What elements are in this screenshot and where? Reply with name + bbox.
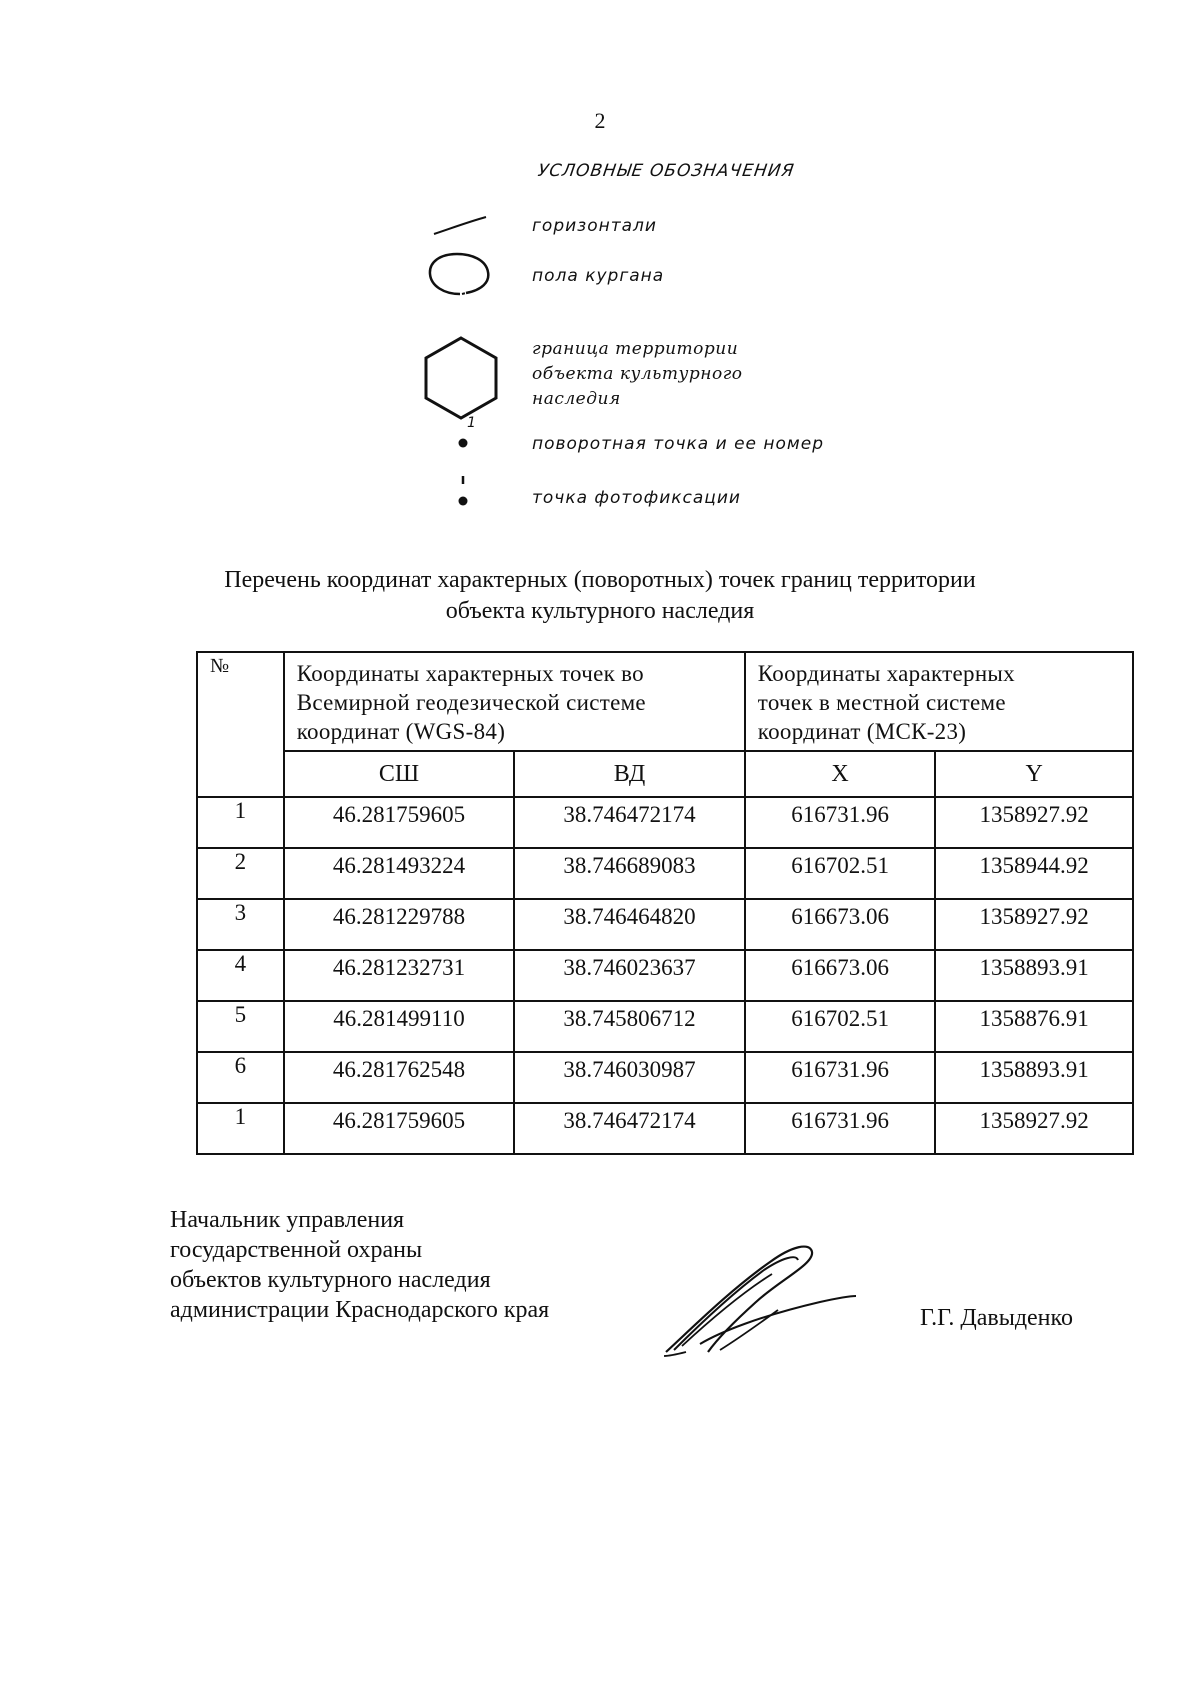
signer-title-line-4: администрации Краснодарского края	[170, 1297, 550, 1323]
table-row	[197, 1103, 1133, 1154]
wgs84-header-line-1: Координаты характерных точек во	[296, 661, 644, 686]
cell-number-text: 1	[234, 1104, 247, 1129]
ellipse-icon	[426, 250, 492, 298]
cell-number	[197, 848, 284, 899]
cell-number-text: 3	[234, 900, 247, 925]
table-row	[197, 848, 1133, 899]
cell-y: 1358944.92	[935, 848, 1133, 899]
table-heading-line-1: Перечень координат характерных (поворотных) точек границ территории	[224, 567, 976, 593]
legend-label-boundary	[532, 337, 743, 412]
page-number: 2	[594, 108, 606, 133]
cell-x: 616731.96	[745, 797, 936, 848]
table-row	[197, 1001, 1133, 1052]
cell-number-text: 6	[234, 1053, 247, 1078]
cell-number	[197, 899, 284, 950]
cell-x: 616702.51	[745, 848, 936, 899]
cell-lat: 46.281232731	[284, 950, 515, 1001]
photo-point-icon	[455, 474, 471, 510]
cell-number	[197, 950, 284, 1001]
column-header-x: X	[745, 751, 936, 797]
msk23-header-line-1: Координаты характерных	[757, 661, 1015, 686]
cell-lon: 38.746030987	[514, 1052, 745, 1103]
legend-boundary-line-3: наследия	[532, 389, 621, 409]
column-header-y: Y	[935, 751, 1133, 797]
wgs84-header-line-2: Всемирной геодезической системе	[296, 690, 646, 715]
cell-number	[197, 1103, 284, 1154]
handwritten-signature	[660, 1240, 860, 1360]
cell-lat: 46.281229788	[284, 899, 515, 950]
column-header-number: №	[197, 652, 284, 797]
legend-label-photo-point: точка фотофиксации	[532, 488, 741, 508]
table-row	[197, 797, 1133, 848]
turning-point-number: 1	[467, 415, 476, 431]
legend-label-contours: горизонтали	[532, 216, 657, 236]
cell-lat: 46.281759605	[284, 1103, 515, 1154]
cell-lon: 38.745806712	[514, 1001, 745, 1052]
legend-title: УСЛОВНЫЕ ОБОЗНАЧЕНИЯ	[536, 161, 796, 181]
table-header-row	[197, 652, 1133, 751]
table-row	[197, 1052, 1133, 1103]
table-subheader-row	[197, 751, 1133, 797]
cell-x: 616673.06	[745, 950, 936, 1001]
cell-y: 1358893.91	[935, 1052, 1133, 1103]
cell-number-text: 4	[234, 951, 247, 976]
cell-lon: 38.746023637	[514, 950, 745, 1001]
cell-number	[197, 1001, 284, 1052]
msk23-header-line-3: координат (МСК-23)	[757, 719, 967, 744]
table-row	[197, 950, 1133, 1001]
cell-lat: 46.281759605	[284, 797, 515, 848]
signer-title	[170, 1205, 549, 1325]
cell-x: 616702.51	[745, 1001, 936, 1052]
cell-number-text: 1	[234, 798, 247, 823]
turning-point-icon	[455, 435, 471, 451]
legend-label-turning-point: поворотная точка и ее номер	[532, 434, 824, 454]
hexagon-icon	[422, 334, 500, 422]
cell-y: 1358876.91	[935, 1001, 1133, 1052]
cell-x: 616731.96	[745, 1052, 936, 1103]
cell-x: 616731.96	[745, 1103, 936, 1154]
cell-lon: 38.746472174	[514, 1103, 745, 1154]
cell-lon: 38.746689083	[514, 848, 745, 899]
cell-x: 616673.06	[745, 899, 936, 950]
cell-number	[197, 1052, 284, 1103]
cell-lon: 38.746472174	[514, 797, 745, 848]
cell-y: 1358927.92	[935, 797, 1133, 848]
column-group-wgs84	[284, 652, 745, 751]
signer-name: Г.Г. Давыденко	[920, 1305, 1073, 1331]
signer-title-line-2: государственной охраны	[170, 1237, 423, 1263]
table-row	[197, 899, 1133, 950]
cell-number	[197, 797, 284, 848]
cell-y: 1358893.91	[935, 950, 1133, 1001]
cell-y: 1358927.92	[935, 899, 1133, 950]
legend-label-mound: пола кургана	[532, 266, 665, 286]
column-header-lat: СШ	[284, 751, 515, 797]
signer-title-line-1: Начальник управления	[170, 1207, 405, 1233]
cell-y: 1358927.92	[935, 1103, 1133, 1154]
signer-title-line-3: объектов культурного наследия	[170, 1267, 491, 1293]
cell-number-text: 2	[234, 849, 247, 874]
wgs84-header-line-3: координат (WGS-84)	[296, 719, 506, 744]
cell-number-text: 5	[234, 1002, 247, 1027]
coordinates-table	[196, 651, 1134, 1155]
legend-boundary-line-1: граница территории	[532, 339, 739, 359]
table-heading	[0, 565, 1200, 627]
column-header-lon: ВД	[514, 751, 745, 797]
cell-lat: 46.281493224	[284, 848, 515, 899]
cell-lat: 46.281499110	[284, 1001, 515, 1052]
cell-lat: 46.281762548	[284, 1052, 515, 1103]
contour-line-icon	[432, 214, 488, 238]
column-group-msk23	[745, 652, 1133, 751]
msk23-header-line-2: точек в местной системе	[757, 690, 1006, 715]
legend-boundary-line-2: объекта культурного	[532, 364, 743, 384]
table-heading-line-2: объекта культурного наследия	[445, 598, 755, 624]
cell-lon: 38.746464820	[514, 899, 745, 950]
